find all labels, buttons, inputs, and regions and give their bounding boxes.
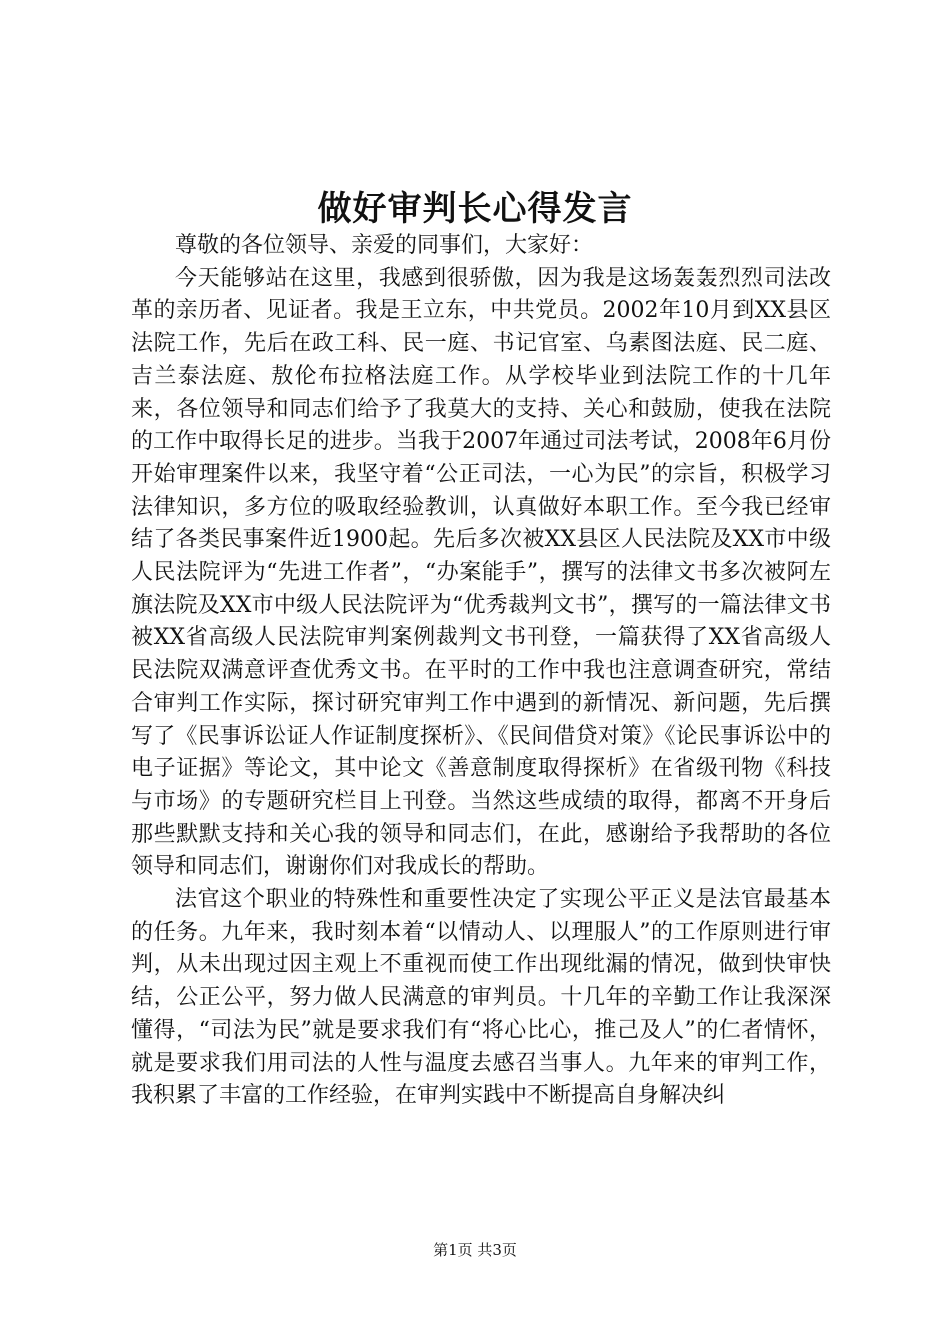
document-body [131,230,831,1113]
greeting-paragraph: 尊敬的各位领导、亲爱的同事们，大家好： [175,233,594,258]
document-title: 做好审判长心得发言 [317,189,633,229]
page-number-footer: 第1页 共3页 [433,1241,517,1259]
body-paragraph-2: 法官这个职业的特殊性和重要性决定了实现公平正义是法官最基本的任务。九年来，我时刻本着“以情动人、以理服人”的工作原则进行审判，从未出现过因主观上不重视而使工作出现纰漏的情况，做到快审快结，公正公平，努力做人民满意的审判员。十几年的辛勤工作让我深深懂得，“司法为民”就是要求我们有“将心比心，推己及人”的仁者情怀，就是要求我们用司法的人性与温度去感召当事人。九年来的审判工作，我积累了丰富的工作经验，在审判实践中不断提高自身解决纠 [131,887,831,1109]
body-paragraph-1: 今天能够站在这里，我感到很骄傲，因为我是这场轰轰烈烈司法改革的亲历者、见证者。我是王立东，中共党员。2002年10月到XX县区法院工作，先后在政工科、民一庭、书记官室、乌素图法庭、民二庭、吉兰泰法庭、敖伦布拉格法庭工作。从学校毕业到法院工作的十几年来，各位领导和同志们给予了我莫大的支持、关心和鼓励，使我在法院的工作中取得长足的进步。当我于2007年通过司法考试，2008年6月份开始审理案件以来，我坚守着“公正司法，一心为民”的宗旨，积极学习法律知识，多方位的吸取经验教训，认真做好本职工作。至今我已经审结了各类民事案件近1900起。先后多次被XX县区人民法院及XX市中级人民法院评为“先进工作者”，“办案能手”，撰写的法律文书多次被阿左旗法院及XX市中级人民法院评为“优秀裁判文书”，撰写的一篇法律文书被XX省高级人民法院审判案例裁判文书刊登，一篇获得了XX省高级人民法院双满意评查优秀文书。在平时的工作中我也注意调查研究，常结合审判工作实际，探讨研究审判工作中遇到的新情况、新问题，先后撰写了《民事诉讼证人作证制度探析》、《民间借贷对策》《论民事诉讼中的电子证据》等论文，其中论文《善意制度取得探析》在省级刊物《科技与市场》的专题研究栏目上刊登。当然这些成绩的取得，都离不开身后那些默默支持和关心我的领导和同志们，在此，感谢给予我帮助的各位领导和同志们，谢谢你们对我成长的帮助。 [131,265,831,880]
